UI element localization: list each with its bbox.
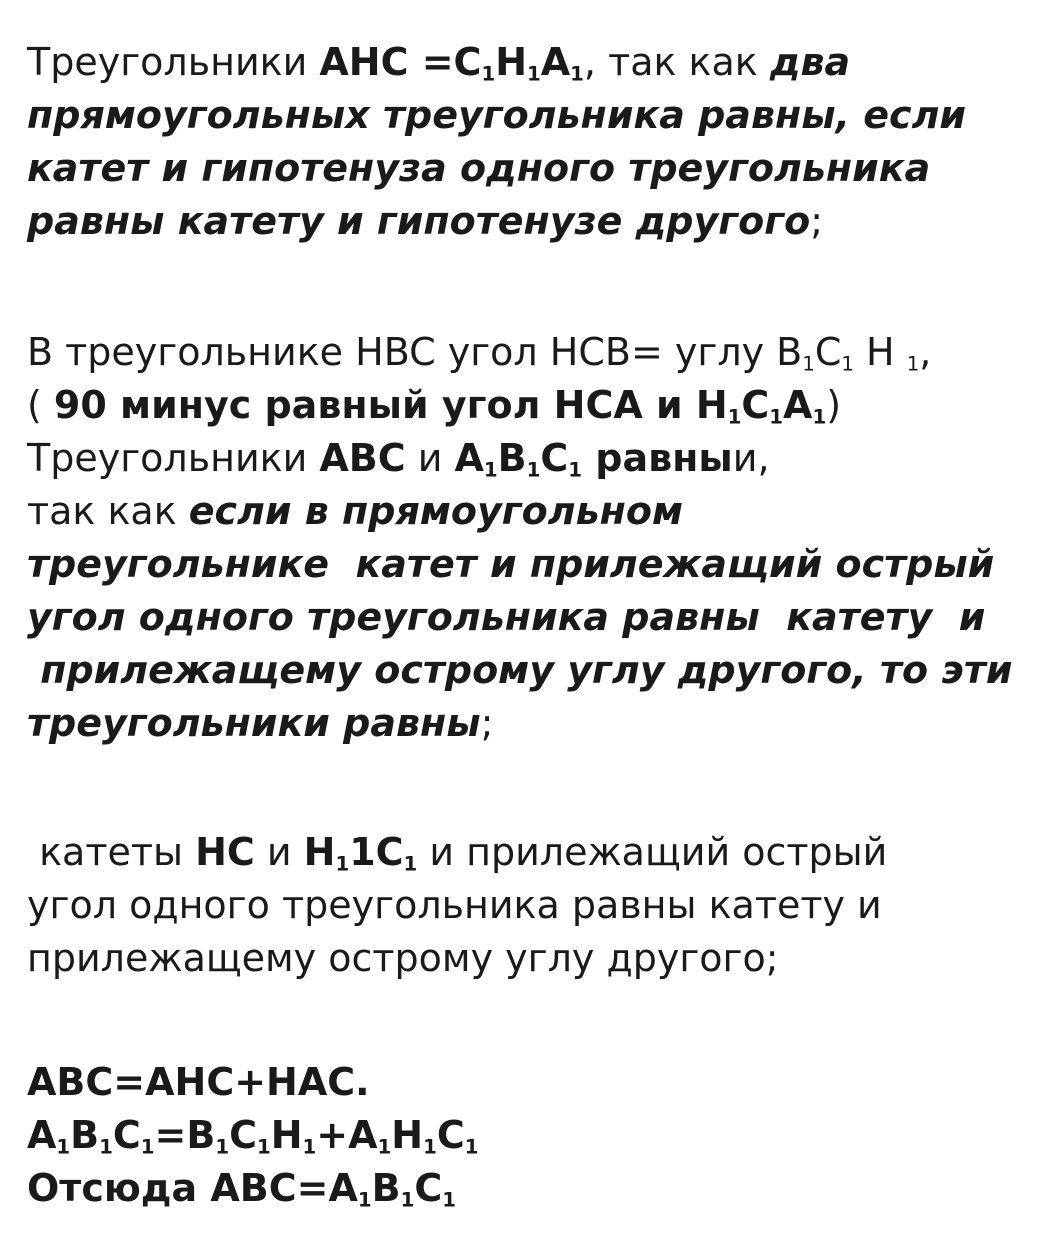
subscript: 1 <box>423 1135 437 1159</box>
p2-line-8 <box>27 697 1027 750</box>
text-bold: 90 минус равный угол HCA и H <box>53 383 728 427</box>
text: B <box>371 1166 401 1210</box>
subscript: 1 <box>727 405 742 429</box>
p2-line-6: угол одного треугольника равны катету и <box>27 595 986 639</box>
p2-line-2 <box>27 379 1027 432</box>
p2-line-1 <box>27 326 1027 379</box>
text: +A <box>316 1113 378 1157</box>
p1-line-1 <box>27 36 1027 89</box>
text-bold-italic: если в прямоугольном <box>188 489 684 533</box>
text: H <box>391 1113 424 1157</box>
subscript: 1 <box>769 405 784 429</box>
paragraph-3 <box>27 826 1027 985</box>
text: В треугольнике HBC угол HCB= углу B <box>27 330 803 374</box>
p3-line-2: угол одного треугольника равны катету и <box>27 883 882 927</box>
text-bold-italic: треугольники равны <box>27 701 481 745</box>
p4-line-2 <box>27 1109 1027 1162</box>
text-bold: C <box>741 383 770 427</box>
subscript: 1 <box>335 852 350 876</box>
text-bold: A <box>540 40 571 84</box>
subscript: 1 <box>99 1135 113 1159</box>
text: и прилежащий острый <box>417 830 888 874</box>
subscript: 1 <box>527 62 541 86</box>
text: ) <box>826 383 842 427</box>
text: и, <box>732 436 770 480</box>
paragraph-1 <box>27 36 1027 248</box>
subscript: 1 <box>256 1135 271 1159</box>
subscript: 1 <box>400 1188 415 1212</box>
p1-line-4 <box>27 195 1027 248</box>
text-bold: H <box>495 40 527 84</box>
p4-line-1: ABC=AHC+HAC. <box>27 1060 370 1104</box>
text-bold: 1C <box>349 830 404 874</box>
subscript: 1 <box>215 1135 230 1159</box>
subscript: 1 <box>442 1188 456 1212</box>
p2-line-3 <box>27 432 1027 485</box>
text: Отсюда ABC=A <box>27 1166 358 1210</box>
text-bold: равны <box>582 436 733 480</box>
subscript: 1 <box>802 352 815 376</box>
paragraph-4 <box>27 1056 1027 1215</box>
p1-line-3: катет и гипотенуза одного треугольника <box>27 146 931 190</box>
subscript: 1 <box>841 352 854 376</box>
text: и <box>405 436 455 480</box>
subscript: 1 <box>357 1188 372 1212</box>
text-bold: ABC <box>319 436 406 480</box>
text-bold: A <box>454 436 484 480</box>
text: Треугольники <box>27 40 320 84</box>
subscript: 1 <box>464 1135 479 1159</box>
text-bold: AHC =C <box>319 40 482 84</box>
subscript: 1 <box>526 458 541 482</box>
subscript: 1 <box>302 1135 317 1159</box>
text: катеты <box>27 830 196 874</box>
p2-line-7: прилежащему острому углу другого, то эти <box>27 648 1013 692</box>
text: B <box>70 1113 100 1157</box>
text: , так как <box>583 40 770 84</box>
text-bold: C <box>540 436 569 480</box>
text: A <box>27 1113 57 1157</box>
p1-line-2: прямоугольных треугольника равны, если <box>27 93 967 137</box>
subscript: 1 <box>570 62 584 86</box>
subscript: 1 <box>377 1135 392 1159</box>
text-bold: A <box>783 383 813 427</box>
text-bold: H <box>303 830 336 874</box>
subscript: 1 <box>906 352 920 376</box>
subscript: 1 <box>140 1135 155 1159</box>
subscript: 1 <box>481 62 496 86</box>
text: ; <box>810 199 823 243</box>
text-bold-italic: два <box>769 40 851 84</box>
subscript: 1 <box>483 458 498 482</box>
text: C <box>436 1113 465 1157</box>
subscript: 1 <box>812 405 827 429</box>
text: H <box>270 1113 303 1157</box>
subscript: 1 <box>568 458 583 482</box>
text: C <box>229 1113 257 1157</box>
text: C <box>112 1113 141 1157</box>
text: , <box>919 330 932 374</box>
text: C <box>414 1166 443 1210</box>
p3-line-1 <box>27 826 1027 879</box>
p3-line-3: прилежащему острому углу другого; <box>27 936 779 980</box>
text: ; <box>480 701 494 745</box>
p2-line-4 <box>27 485 1027 538</box>
text: так как <box>27 489 189 533</box>
text: и <box>254 830 304 874</box>
subscript: 1 <box>56 1135 71 1159</box>
text: ( <box>27 383 54 427</box>
subscript: 1 <box>403 852 418 876</box>
text-bold-italic: равны катету и гипотенузе другого <box>27 199 811 243</box>
text: Треугольники <box>27 436 320 480</box>
paragraph-2 <box>27 326 1027 750</box>
text: =B <box>154 1113 216 1157</box>
text: C <box>814 330 842 374</box>
text-bold: HC <box>195 830 255 874</box>
text-bold: B <box>497 436 527 480</box>
p2-line-5: треугольнике катет и прилежащий острый <box>27 542 995 586</box>
text: H <box>853 330 907 374</box>
p4-line-3 <box>27 1162 1027 1215</box>
